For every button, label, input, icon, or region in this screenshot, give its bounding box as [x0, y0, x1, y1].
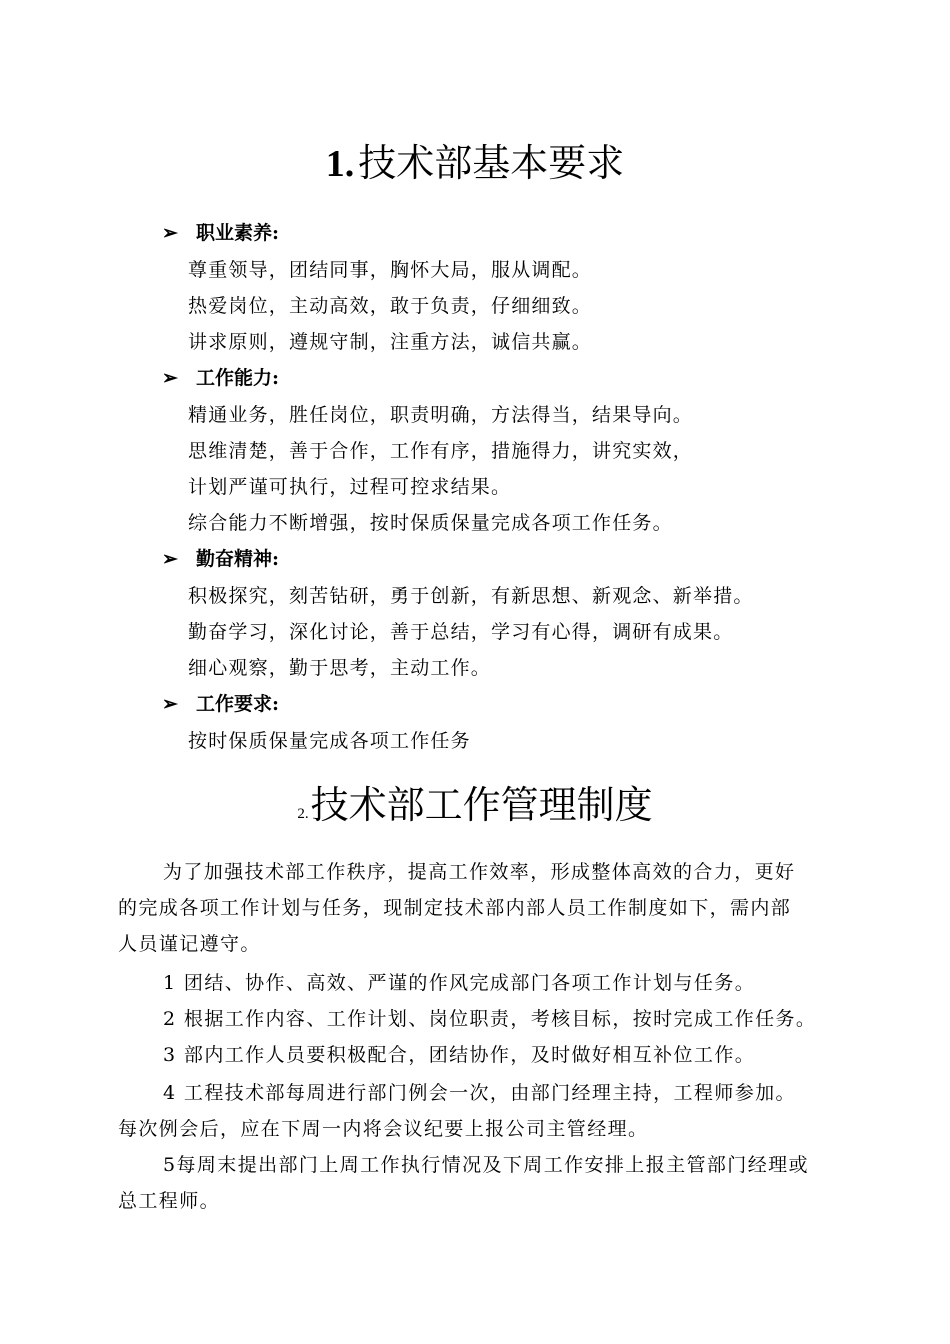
text-line: 积极探究，刻苦钻研，勇于创新，有新思想、新观念、新举措。 — [188, 585, 754, 607]
text-line: 按时保质保量完成各项工作任务 — [188, 730, 471, 752]
bullet-heading-ability — [162, 362, 279, 394]
arrow-bullet-icon: ➢ — [162, 222, 178, 244]
heading-text: 工作要求: — [196, 693, 280, 715]
section1-title — [0, 138, 950, 189]
bullet-heading-diligence — [162, 543, 279, 575]
text-line: 热爱岗位，主动高效，敢于负责，仔细细致。 — [188, 295, 593, 317]
text-line: 细心观察，勤于思考，主动工作。 — [188, 657, 492, 679]
paragraph-line: 3 部内工作人员要积极配合，团结协作，及时做好相互补位工作。 — [163, 1044, 756, 1066]
bullet-heading-requirements — [162, 688, 279, 720]
paragraph-line: 4 工程技术部每周进行部门例会一次，由部门经理主持，工程师参加。 — [163, 1082, 796, 1104]
paragraph-line: 2 根据工作内容、工作计划、岗位职责，考核目标，按时完成工作任务。 — [163, 1008, 817, 1030]
section1-number: 1. — [325, 143, 355, 185]
text-line: 计划严谨可执行，过程可控求结果。 — [188, 476, 512, 498]
paragraph-line: 每次例会后，应在下周一内将会议纪要上报公司主管经理。 — [118, 1118, 649, 1140]
text-line: 思维清楚，善于合作，工作有序，措施得力，讲究实效， — [188, 440, 694, 462]
text-line: 精通业务，胜任岗位，职责明确，方法得当，结果导向。 — [188, 404, 694, 426]
paragraph-line: 为了加强技术部工作秩序，提高工作效率，形成整体高效的合力，更好 — [163, 861, 796, 883]
heading-text: 工作能力: — [196, 367, 280, 389]
heading-text: 勤奋精神: — [196, 548, 280, 570]
section2-title-text: 技术部工作管理制度 — [310, 783, 653, 827]
arrow-bullet-icon: ➢ — [162, 548, 178, 570]
paragraph-line: 的完成各项工作计划与任务，现制定技术部内部人员工作制度如下，需内部 — [118, 897, 792, 919]
arrow-bullet-icon: ➢ — [162, 693, 178, 715]
paragraph-line: 人员谨记遵守。 — [118, 933, 261, 955]
text-line: 讲求原则，遵规守制，注重方法，诚信共赢。 — [188, 331, 593, 353]
section1-title-text: 技术部基本要求 — [358, 141, 625, 185]
paragraph-line: 总工程师。 — [118, 1190, 221, 1212]
paragraph-line: 1 团结、协作、高效、严谨的作风完成部门各项工作计划与任务。 — [163, 972, 756, 994]
text-line: 勤奋学习，深化讨论，善于总结，学习有心得，调研有成果。 — [188, 621, 734, 643]
heading-text: 职业素养: — [196, 222, 280, 244]
section2-title — [0, 780, 950, 839]
arrow-bullet-icon: ➢ — [162, 367, 178, 389]
bullet-heading-professionalism — [162, 217, 279, 249]
text-line: 综合能力不断增强，按时保质保量完成各项工作任务。 — [188, 512, 673, 534]
text-line: 尊重领导，团结同事，胸怀大局，服从调配。 — [188, 259, 593, 281]
paragraph-line: 5每周末提出部门上周工作执行情况及下周工作安排上报主管部门经理或 — [163, 1154, 809, 1176]
section2-number: 2. — [297, 806, 309, 822]
